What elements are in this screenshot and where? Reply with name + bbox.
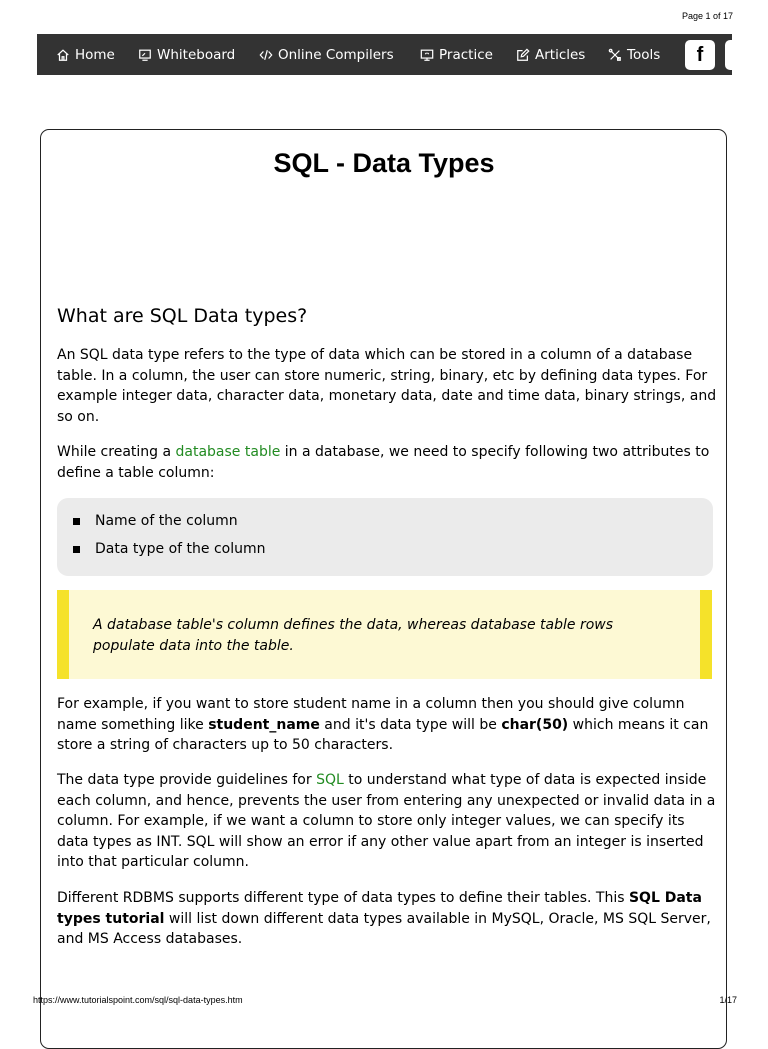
bullet-icon <box>73 518 80 525</box>
section-heading: What are SQL Data types? <box>57 305 308 327</box>
page-counter: Page 1 of 17 <box>681 11 733 21</box>
top-navbar <box>37 34 732 75</box>
nav-home[interactable] <box>56 34 115 75</box>
nav-whiteboard[interactable] <box>138 34 235 75</box>
social-button-partial[interactable] <box>725 40 732 70</box>
nav-tools-label: Tools <box>627 46 661 63</box>
nav-online-compilers-label: Online Compilers <box>278 46 394 63</box>
student-name-bold: student_name <box>208 716 320 733</box>
nav-practice[interactable] <box>420 34 493 75</box>
whiteboard-icon <box>138 48 152 62</box>
nav-articles-label: Articles <box>535 46 586 63</box>
paragraph-example <box>57 694 717 756</box>
nav-online-compilers[interactable] <box>259 34 394 75</box>
p4-text-after: to understand what type of data is expected inside each column, and hence, prevents the user from entering any unexpected or invalid data in a column. For example, if we want a column to store only integer values, we can specify its data types as INT. SQL will show an error if any other value apart from an integer is inserted into that particular column. <box>57 772 716 870</box>
p2-text-after: in a database, we need to specify following two attributes to define a table column: <box>57 444 710 481</box>
nav-practice-label: Practice <box>439 46 493 63</box>
paragraph-creating-table <box>57 442 717 483</box>
bullet-icon <box>73 546 80 553</box>
facebook-icon: f <box>696 44 704 66</box>
note-callout <box>57 590 712 679</box>
attribute-list <box>57 498 713 576</box>
p2-text-before: While creating a <box>57 444 176 460</box>
p4-text-before: The data type provide guidelines for <box>57 772 317 788</box>
monitor-icon <box>420 48 434 62</box>
paragraph-guidelines <box>57 770 717 873</box>
nav-tools[interactable] <box>608 34 660 75</box>
paragraph-rdbms <box>57 888 717 950</box>
home-icon <box>56 48 70 62</box>
facebook-button[interactable] <box>685 40 715 70</box>
paragraph-definition: An SQL data type refers to the type of data which can be stored in a column of a database table. In a column, the user can store numeric, string, binary, etc by defining data types. For example integer data, character data, monetary data, date and time data, binary strings, and so on. <box>57 347 717 425</box>
list-item: Name of the column <box>95 513 238 529</box>
footer-page-number: 1/17 <box>719 995 737 1005</box>
p3-text-before: For example, if you want to store student name in a column then you should give column name something like <box>57 696 685 733</box>
nav-home-label: Home <box>75 46 115 63</box>
tutorial-bold: SQL Data types tutorial <box>57 890 702 927</box>
p3-text-after: which means it can store a string of characters up to 50 characters. <box>57 716 709 753</box>
nav-articles[interactable] <box>516 34 585 75</box>
list-item: Data type of the column <box>95 541 266 557</box>
edit-icon <box>516 48 530 62</box>
page-title: SQL - Data Types <box>273 148 495 178</box>
sql-link[interactable]: SQL <box>316 772 344 788</box>
tools-icon <box>608 48 622 62</box>
note-text: A database table's column defines the data, whereas database table rows populate data into the table. <box>93 617 614 654</box>
database-table-link[interactable]: database table <box>175 444 281 460</box>
p3-text-middle: and it's data type will be <box>319 716 502 733</box>
char50-bold: char(50) <box>501 716 569 733</box>
code-icon <box>259 48 273 62</box>
p5-text-after: will list down different data types available in MySQL, Oracle, MS SQL Server, and MS Access databases. <box>57 910 711 947</box>
footer-url: https://www.tutorialspoint.com/sql/sql-data-types.htm <box>33 995 243 1005</box>
nav-whiteboard-label: Whiteboard <box>157 46 236 63</box>
p5-text-before: Different RDBMS supports different type of data types to define their tables. This <box>57 890 629 906</box>
